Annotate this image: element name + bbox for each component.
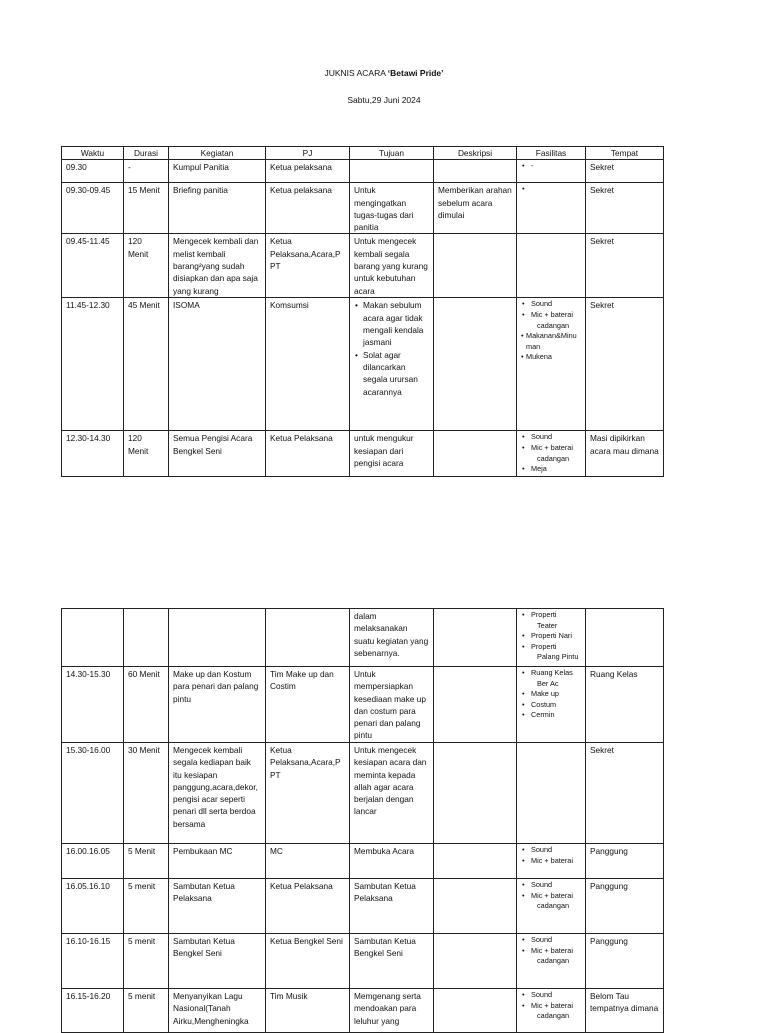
fasilitas-item: • Sound — [521, 935, 581, 946]
cell-waktu: 16.10-16.15 — [62, 934, 124, 989]
cell-deskripsi: Memberikan arahan sebelum acara dimulai — [434, 183, 517, 234]
cell-fasilitas — [517, 431, 586, 477]
cell-tujuan: untuk mengukur kesiapan dari pengisi acara — [350, 431, 434, 477]
cell-waktu: 16.05.16.10 — [62, 879, 124, 934]
column-header-pj: PJ — [266, 147, 350, 160]
fasilitas-item: Ber Ac — [537, 678, 559, 688]
cell-durasi: 15 Menit — [124, 183, 169, 234]
column-header-tujuan: Tujuan — [350, 147, 434, 160]
column-header-waktu: Waktu — [62, 147, 124, 160]
table-row — [62, 609, 664, 667]
fasilitas-item: • Sound — [521, 299, 581, 310]
cell-deskripsi — [434, 844, 517, 879]
cell-tujuan — [350, 160, 434, 183]
cell-durasi: 5 menit — [124, 934, 169, 989]
cell-waktu: 14.30-15.30 — [62, 667, 124, 743]
cell-fasilitas — [517, 844, 586, 879]
tujuan-item: • Solat agar dilancarkan segala urursan acarannya — [354, 349, 429, 398]
cell-tujuan: Memgenang serta mendoakan para leluhur yang — [350, 989, 434, 1033]
fasilitas-item: • Mic + baterai — [521, 310, 581, 321]
fasilitas-item: cadangan — [537, 453, 570, 463]
cell-durasi — [124, 609, 169, 667]
column-header-tempat: Tempat — [586, 147, 664, 160]
cell-durasi: 60 Menit — [124, 667, 169, 743]
cell-waktu: 11.45-12.30 — [62, 298, 124, 431]
cell-pj — [266, 609, 350, 667]
cell-tujuan: Sambutan Ketua Bengkel Seni — [350, 934, 434, 989]
event-date: Sabtu,29 Juni 2024 — [347, 95, 421, 105]
cell-deskripsi — [434, 934, 517, 989]
fasilitas-list — [521, 610, 581, 663]
cell-fasilitas — [517, 160, 586, 183]
cell-kegiatan: Semua Pengisi Acara Bengkel Seni — [169, 431, 266, 477]
fasilitas-item: • Costum — [521, 700, 581, 711]
cell-waktu: 15.30-16.00 — [62, 743, 124, 844]
cell-tempat: Masi dipikirkan acara mau dimana — [586, 431, 664, 477]
fasilitas-item: • Ruang Kelas — [521, 668, 581, 679]
cell-waktu: 16.15-16.20 — [62, 989, 124, 1033]
fasilitas-item: • Mic + baterai — [521, 891, 581, 902]
fasilitas-item: • Mic + baterai — [521, 856, 581, 867]
cell-fasilitas — [517, 298, 586, 431]
cell-deskripsi — [434, 609, 517, 667]
fasilitas-item: Teater — [537, 620, 558, 630]
fasilitas-item: • Mic + baterai — [521, 443, 581, 454]
cell-waktu — [62, 609, 124, 667]
fasilitas-item: • Make up — [521, 689, 581, 700]
column-header-kegiatan: Kegiatan — [169, 147, 266, 160]
cell-waktu: 16.00.16.05 — [62, 844, 124, 879]
table-row — [62, 879, 664, 934]
fasilitas-item: cadangan — [537, 1011, 570, 1021]
fasilitas-item: • Sound — [521, 432, 581, 443]
fasilitas-item: Palang Pintu — [537, 652, 579, 662]
cell-durasi: 45 Menit — [124, 298, 169, 431]
column-header-deskripsi: Deskripsi — [434, 147, 517, 160]
fasilitas-item: • Sound — [521, 845, 581, 856]
cell-kegiatan: Kumpul Panitia — [169, 160, 266, 183]
cell-kegiatan: Pembukaan MC — [169, 844, 266, 879]
cell-pj: Tim Musik — [266, 989, 350, 1033]
fasilitas-item: cadangan — [537, 901, 570, 911]
table-row — [62, 183, 664, 234]
cell-deskripsi — [434, 431, 517, 477]
table-row — [62, 844, 664, 879]
cell-kegiatan: Briefing panitia — [169, 183, 266, 234]
cell-tempat: Sekret — [586, 160, 664, 183]
table-row — [62, 234, 664, 298]
cell-pj: Ketua Pelaksana,Acara,PPT — [266, 234, 350, 298]
cell-durasi: - — [124, 160, 169, 183]
cell-pj: Ketua Pelaksana — [266, 431, 350, 477]
cell-tempat: Panggung — [586, 934, 664, 989]
cell-pj: MC — [266, 844, 350, 879]
fasilitas-item: • Sound — [521, 990, 581, 1001]
cell-durasi: 5 menit — [124, 879, 169, 934]
cell-deskripsi — [434, 160, 517, 183]
fasilitas-item: • Makanan&Minuman — [521, 331, 581, 352]
cell-tujuan: dalam melaksanakan suatu kegiatan yang sebenarnya. — [350, 609, 434, 667]
cell-deskripsi — [434, 667, 517, 743]
cell-tujuan: Untuk mengingatkan tugas-tugas dari panitia — [350, 183, 434, 234]
table-row — [62, 298, 664, 431]
fasilitas-item: • Properti — [521, 610, 581, 621]
schedule-table-page-1 — [61, 146, 664, 477]
cell-waktu: 09.45-11.45 — [62, 234, 124, 298]
cell-tempat: Sekret — [586, 743, 664, 844]
cell-tempat: Ruang Kelas — [586, 667, 664, 743]
document-title-prefix: JUKNIS ACARA — [324, 68, 388, 78]
cell-tempat: Panggung — [586, 879, 664, 934]
fasilitas-item: • Mic + baterai — [521, 946, 581, 957]
column-header-durasi: Durasi — [124, 147, 169, 160]
fasilitas-item: • Cermin — [521, 710, 581, 721]
fasilitas-item: • Properti — [521, 642, 581, 653]
cell-tempat: Sekret — [586, 234, 664, 298]
fasilitas-item: • - — [521, 161, 581, 172]
fasilitas-item: • Mukena — [521, 352, 581, 363]
cell-tujuan: Membuka Acara — [350, 844, 434, 879]
column-header-fasilitas: Fasilitas — [517, 147, 586, 160]
cell-fasilitas — [517, 934, 586, 989]
cell-tempat: Sekret — [586, 298, 664, 431]
cell-deskripsi — [434, 989, 517, 1033]
fasilitas-list — [521, 935, 581, 967]
cell-kegiatan: ISOMA — [169, 298, 266, 431]
cell-pj: Komsumsi — [266, 298, 350, 431]
cell-deskripsi — [434, 234, 517, 298]
fasilitas-list — [521, 161, 581, 172]
cell-durasi: 5 Menit — [124, 844, 169, 879]
fasilitas-item: • Sound — [521, 880, 581, 891]
schedule-table-page-2 — [61, 608, 664, 1033]
fasilitas-list — [521, 668, 581, 721]
cell-tujuan: Untuk mengecek kesiapan acara dan meminta kepada allah agar acara berjalan dengan lancar — [350, 743, 434, 844]
event-name: ‘Betawi Pride’ — [387, 68, 444, 78]
table-row — [62, 431, 664, 477]
fasilitas-list — [521, 299, 581, 363]
cell-kegiatan: Mengecek kembali segala kediapan baik itu kesiapan panggung,acara,dekor,pengisi acar seperti penari dll serta berdoa bersama — [169, 743, 266, 844]
document-title — [0, 68, 768, 78]
cell-waktu: 09.30-09.45 — [62, 183, 124, 234]
cell-fasilitas — [517, 609, 586, 667]
tujuan-item: • Makan sebulum acara agar tidak mengali kendala jasmani — [354, 299, 429, 348]
cell-durasi: 30 Menit — [124, 743, 169, 844]
cell-pj: Ketua Pelaksana — [266, 879, 350, 934]
cell-fasilitas — [517, 879, 586, 934]
tujuan-list — [354, 299, 429, 397]
table-row — [62, 989, 664, 1033]
cell-pj: Ketua Bengkel Seni — [266, 934, 350, 989]
fasilitas-list — [521, 845, 581, 866]
cell-pj: Ketua Pelaksana,Acara,PPT — [266, 743, 350, 844]
cell-tempat: Belom Tau tempatnya dimana — [586, 989, 664, 1033]
cell-deskripsi — [434, 298, 517, 431]
cell-deskripsi — [434, 743, 517, 844]
cell-durasi: 120 Menit — [124, 431, 169, 477]
fasilitas-item: cadangan — [537, 956, 570, 966]
cell-fasilitas — [517, 667, 586, 743]
cell-deskripsi — [434, 879, 517, 934]
cell-kegiatan: Sambutan Ketua Bengkel Seni — [169, 934, 266, 989]
table-row — [62, 743, 664, 844]
cell-pj: Tim Make up dan Costim — [266, 667, 350, 743]
table-row — [62, 160, 664, 183]
cell-tujuan: Untuk mengecek kembali segala barang yang kurang untuk kebutuhan acara — [350, 234, 434, 298]
fasilitas-list — [521, 880, 581, 912]
cell-kegiatan — [169, 609, 266, 667]
fasilitas-list — [521, 432, 581, 474]
cell-pj: Ketua pelaksana — [266, 160, 350, 183]
cell-tujuan: Untuk mempersiapkan kesediaan make up dan costum para penari dan palang pintu — [350, 667, 434, 743]
cell-kegiatan: Sambutan Ketua Pelaksana — [169, 879, 266, 934]
cell-tempat: Panggung — [586, 844, 664, 879]
cell-fasilitas — [517, 183, 586, 234]
cell-waktu: 09.30 — [62, 160, 124, 183]
table-header-row — [62, 147, 664, 160]
cell-fasilitas — [517, 234, 586, 298]
cell-tempat: Sekret — [586, 183, 664, 234]
cell-waktu: 12.30-14.30 — [62, 431, 124, 477]
fasilitas-list — [521, 990, 581, 1022]
cell-kegiatan: Menyanyikan Lagu Nasional(Tanah Airku,Mengheningka — [169, 989, 266, 1033]
fasilitas-item: • Meja — [521, 464, 581, 475]
cell-pj: Ketua pelaksana — [266, 183, 350, 234]
cell-fasilitas — [517, 989, 586, 1033]
fasilitas-item: • Properti Nari — [521, 631, 581, 642]
cell-tempat — [586, 609, 664, 667]
cell-tujuan — [350, 298, 434, 431]
fasilitas-item: • Mic + baterai — [521, 1001, 581, 1012]
cell-durasi: 120 Menit — [124, 234, 169, 298]
fasilitas-item: cadangan — [537, 320, 570, 330]
cell-tujuan: Sambutan Ketua Pelaksana — [350, 879, 434, 934]
cell-kegiatan: Mengecek kembali dan melist kembali barang²yang sudah disiapkan dan apa saja yang kurang — [169, 234, 266, 298]
cell-durasi: 5 menit — [124, 989, 169, 1033]
cell-kegiatan: Make up dan Kostum para penari dan palang pintu — [169, 667, 266, 743]
cell-fasilitas — [517, 743, 586, 844]
table-row — [62, 667, 664, 743]
table-row — [62, 934, 664, 989]
